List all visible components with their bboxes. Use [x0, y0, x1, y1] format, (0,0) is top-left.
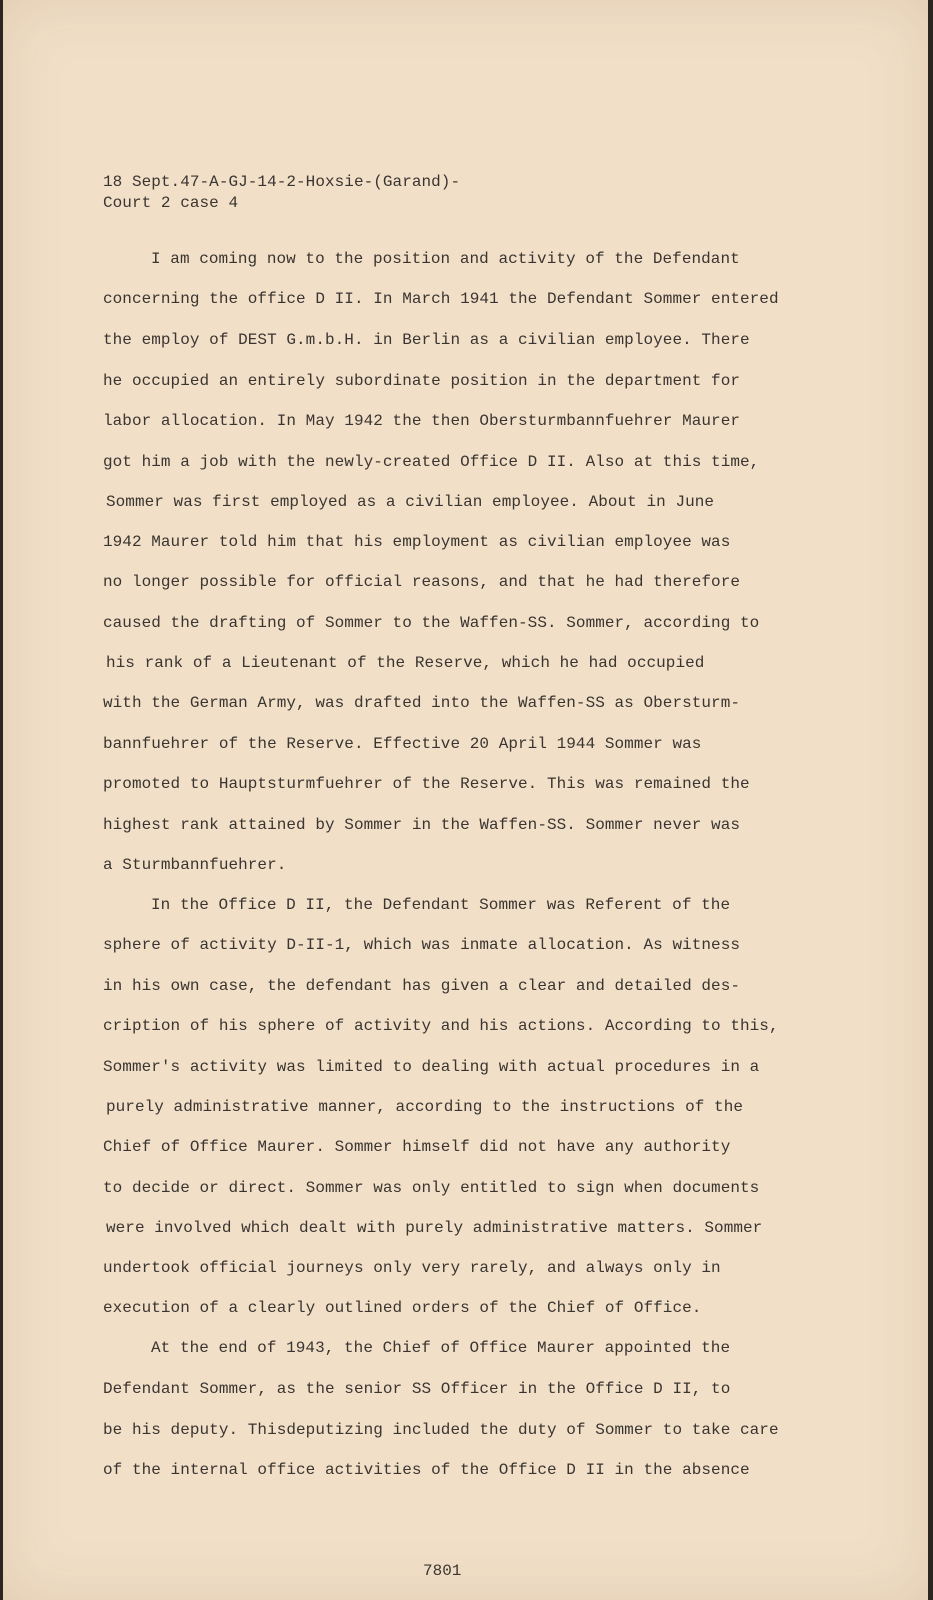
- body-line: were involved which dealt with purely administrative matters. Sommer: [106, 1219, 763, 1237]
- header-line-1: 18 Sept.47-A-GJ-14-2-Hoxsie-(Garand)-: [103, 173, 461, 191]
- body-line: he occupied an entirely subordinate position in the department for: [103, 372, 741, 390]
- body-line: the employ of DEST G.m.b.H. in Berlin as a civilian employee. There: [103, 331, 750, 349]
- body-line: concerning the office D II. In March 1941 the Defendant Sommer entered: [103, 290, 779, 308]
- body-line: no longer possible for official reasons, and that he had therefore: [103, 573, 741, 591]
- body-line: a Sturmbannfuehrer.: [103, 856, 287, 874]
- page-number: 7801: [423, 1562, 462, 1580]
- body-line: Defendant Sommer, as the senior SS Officer in the Office D II, to: [103, 1380, 731, 1398]
- body-line: labor allocation. In May 1942 the then Obersturmbannfuehrer Maurer: [103, 412, 741, 430]
- body-line: promoted to Hauptsturmfuehrer of the Reserve. This was remained the: [103, 775, 750, 793]
- body-line: undertook official journeys only very rarely, and always only in: [103, 1259, 721, 1277]
- document-page: [3, 0, 928, 1600]
- body-line: Chief of Office Maurer. Sommer himself did not have any authority: [103, 1138, 731, 1156]
- body-line: In the Office D II, the Defendant Sommer was Referent of the: [151, 896, 731, 914]
- body-line: with the German Army, was drafted into the Waffen-SS as Obersturm-: [103, 694, 741, 712]
- body-line: cription of his sphere of activity and his actions. According to this,: [103, 1017, 779, 1035]
- body-line: Sommer's activity was limited to dealing with actual procedures in a: [103, 1058, 760, 1076]
- body-line: purely administrative manner, according to the instructions of the: [106, 1098, 744, 1116]
- body-line: to decide or direct. Sommer was only entitled to sign when documents: [103, 1179, 760, 1197]
- body-line: in his own case, the defendant has given a clear and detailed des-: [103, 977, 741, 995]
- body-line: bannfuehrer of the Reserve. Effective 20 April 1944 Sommer was: [103, 735, 702, 753]
- body-line: sphere of activity D-II-1, which was inmate allocation. As witness: [103, 936, 741, 954]
- body-line: Sommer was first employed as a civilian employee. About in June: [106, 493, 715, 511]
- body-line: I am coming now to the position and activity of the Defendant: [151, 250, 740, 268]
- body-line: caused the drafting of Sommer to the Waffen-SS. Sommer, according to: [103, 614, 760, 632]
- body-line: his rank of a Lieutenant of the Reserve, which he had occupied: [106, 654, 705, 672]
- body-line: got him a job with the newly-created Office D II. Also at this time,: [103, 453, 760, 471]
- body-line: execution of a clearly outlined orders of the Chief of Office.: [103, 1299, 702, 1317]
- body-line: of the internal office activities of the Office D II in the absence: [103, 1461, 750, 1479]
- body-line: be his deputy. Thisdeputizing included the duty of Sommer to take care: [103, 1421, 779, 1439]
- body-line: highest rank attained by Sommer in the Waffen-SS. Sommer never was: [103, 816, 741, 834]
- body-line: At the end of 1943, the Chief of Office Maurer appointed the: [151, 1339, 731, 1357]
- body-line: 1942 Maurer told him that his employment as civilian employee was: [103, 533, 731, 551]
- header-line-2: Court 2 case 4: [103, 194, 239, 212]
